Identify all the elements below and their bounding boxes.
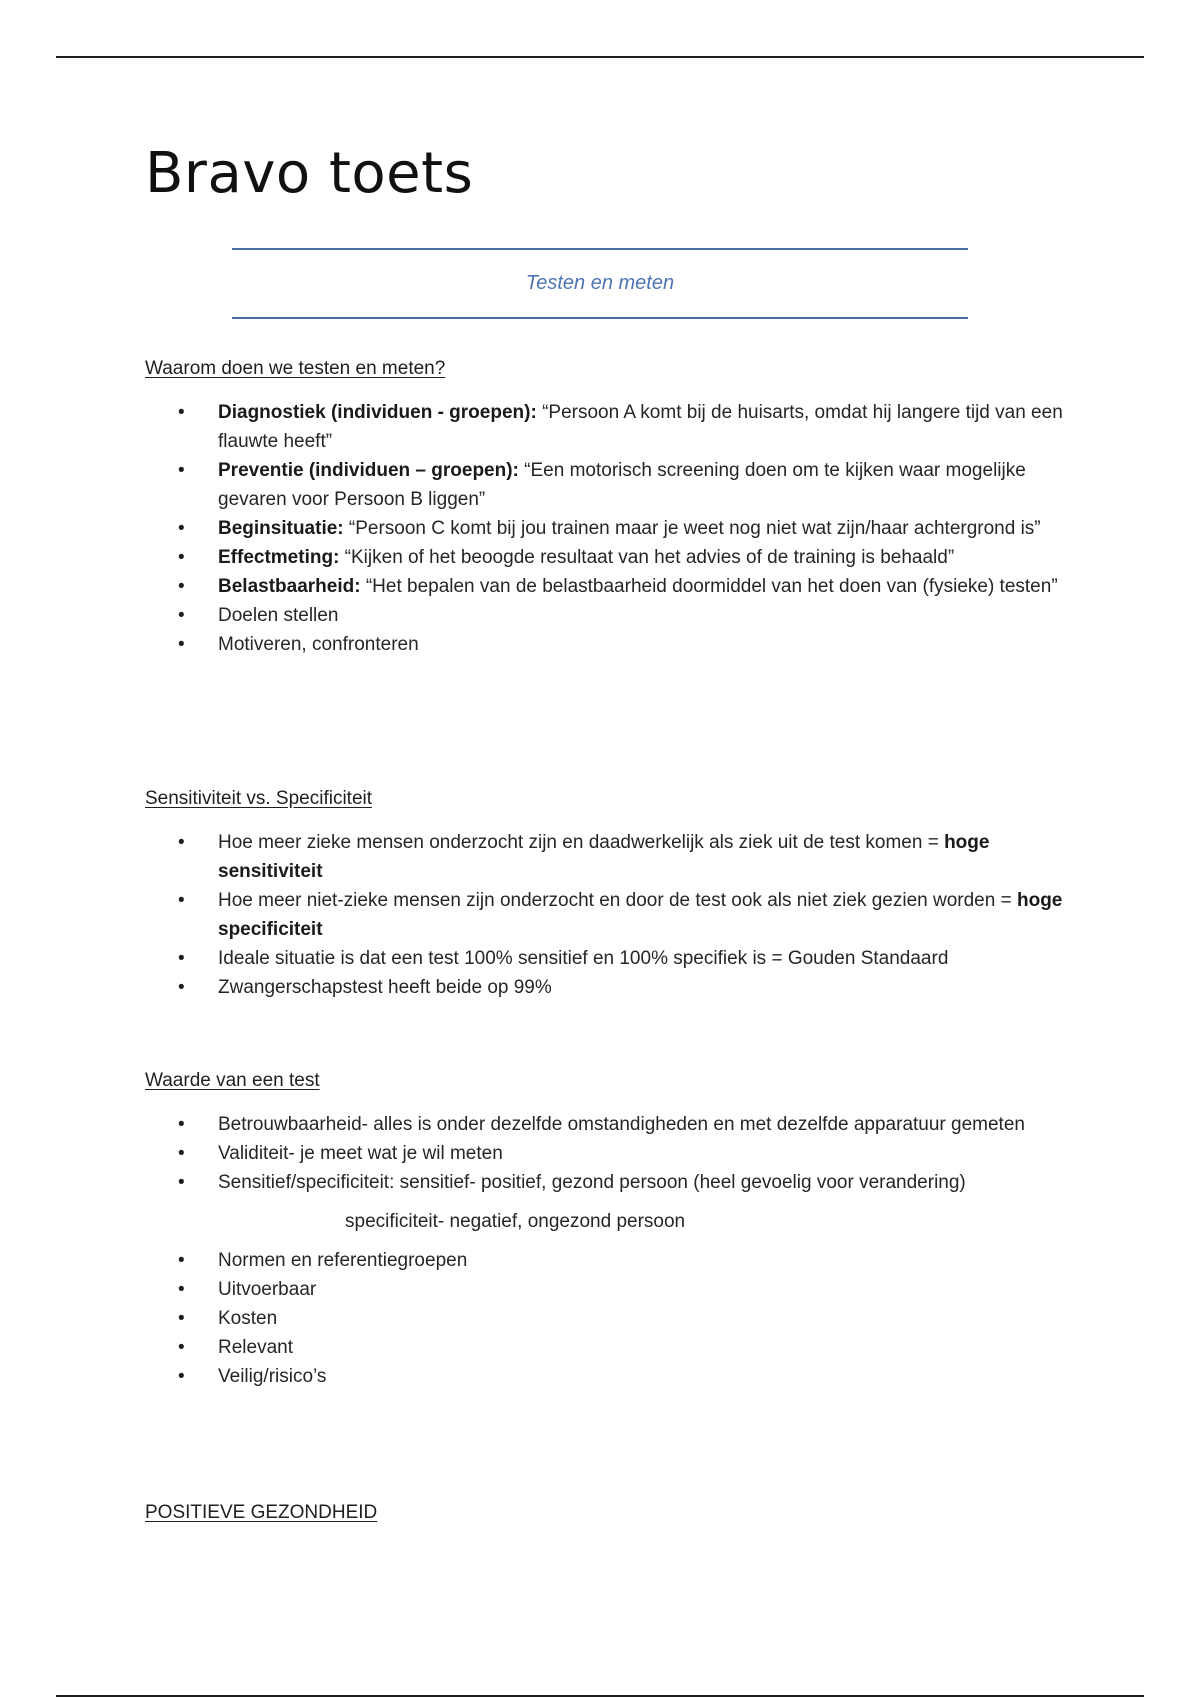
list-item [145, 1168, 1065, 1197]
list-item [145, 1139, 1065, 1168]
section-sensitivity-specificity [145, 786, 1065, 1002]
list-item [145, 1362, 1065, 1391]
list-item-text: Normen en referentiegroepen [218, 1250, 468, 1271]
list-item [145, 1304, 1065, 1333]
list-item-text: Uitvoerbaar [218, 1279, 317, 1300]
list-item-text: Hoe meer niet-zieke mensen zijn onderzocht en door de test ook als niet ziek gezien worden = [218, 890, 1017, 911]
list-item [145, 828, 1065, 886]
document-subtitle: Testen en meten [525, 272, 675, 294]
list-item-text: Doelen stellen [218, 605, 339, 626]
document-title: Bravo toets [145, 141, 474, 206]
list-item-text: Relevant [218, 1337, 293, 1358]
section-heading: Waarom doen we testen en meten? [145, 358, 446, 379]
subtitle-block [232, 248, 968, 319]
list-item [145, 1275, 1065, 1304]
list-item [145, 886, 1065, 944]
list-item-term: Diagnostiek (individuen - groepen): [218, 402, 537, 423]
bullet-list [145, 1110, 1065, 1197]
section-why-test [145, 356, 1065, 659]
list-item [145, 601, 1065, 630]
subtitle-bottom-rule [232, 317, 968, 319]
page-bottom-rule [56, 1695, 1144, 1697]
list-item-term: Effectmeting: [218, 547, 340, 568]
list-item [145, 1246, 1065, 1275]
list-item-text: Motiveren, confronteren [218, 634, 419, 655]
page-top-rule [56, 56, 1144, 58]
section-heading: Waarde van een test [145, 1070, 320, 1091]
list-item-text: Hoe meer zieke mensen onderzocht zijn en daadwerkelijk als ziek uit de test komen = [218, 832, 945, 853]
list-item [145, 1333, 1065, 1362]
section-positive-health [145, 1500, 1065, 1526]
list-item [145, 973, 1065, 1002]
list-item-text: Sensitief/specificiteit: sensitief- positief, gezond persoon (heel gevoelig voor verandering) [218, 1172, 966, 1193]
list-item [145, 1110, 1065, 1139]
bullet-list [145, 1246, 1065, 1391]
list-item-term: Beginsituatie: [218, 518, 344, 539]
section-heading: Sensitiviteit vs. Specificiteit [145, 788, 373, 809]
list-item-text: Validiteit- je meet wat je wil meten [218, 1143, 503, 1164]
list-item [145, 398, 1065, 456]
list-item-text: “Het bepalen van de belastbaarheid doormiddel van het doen van (fysieke) testen” [360, 576, 1058, 597]
list-item [145, 944, 1065, 973]
list-item-term: Preventie (individuen – groepen): [218, 460, 519, 481]
list-item-text: Ideale situatie is dat een test 100% sensitief en 100% specifiek is = Gouden Standaard [218, 948, 949, 969]
list-item-emphasis: hoge sensitiviteit [218, 832, 990, 882]
list-item [145, 514, 1065, 543]
subtitle-top-rule [232, 248, 968, 250]
list-item-text: “Persoon A komt bij de huisarts, omdat hij langere tijd van een flauwte heeft” [218, 402, 1063, 452]
bullet-list [145, 398, 1065, 659]
bullet-list [145, 828, 1065, 1002]
list-item [145, 572, 1065, 601]
section-test-value [145, 1068, 1065, 1391]
list-item-text: Veilig/risico’s [218, 1366, 327, 1387]
list-item-text: Kosten [218, 1308, 278, 1329]
list-item-text: Betrouwbaarheid- alles is onder dezelfde omstandigheden en met dezelfde apparatuur gemeten [218, 1114, 1025, 1135]
list-item-emphasis: hoge specificiteit [218, 890, 1063, 940]
list-item-term: Belastbaarheid: [218, 576, 361, 597]
list-item-text: “Een motorisch screening doen om te kijken waar mogelijke gevaren voor Persoon B liggen” [218, 460, 1026, 510]
list-item-text: Zwangerschapstest heeft beide op 99% [218, 977, 552, 998]
indented-note: specificiteit- negatief, ongezond persoon [345, 1211, 686, 1232]
list-item [145, 543, 1065, 572]
list-item [145, 456, 1065, 514]
list-item-text: “Persoon C komt bij jou trainen maar je weet nog niet wat zijn/haar achtergrond is” [343, 518, 1041, 539]
list-item [145, 630, 1065, 659]
list-item-text: “Kijken of het beoogde resultaat van het advies of de training is behaald” [339, 547, 955, 568]
section-heading: POSITIEVE GEZONDHEID [145, 1502, 378, 1523]
